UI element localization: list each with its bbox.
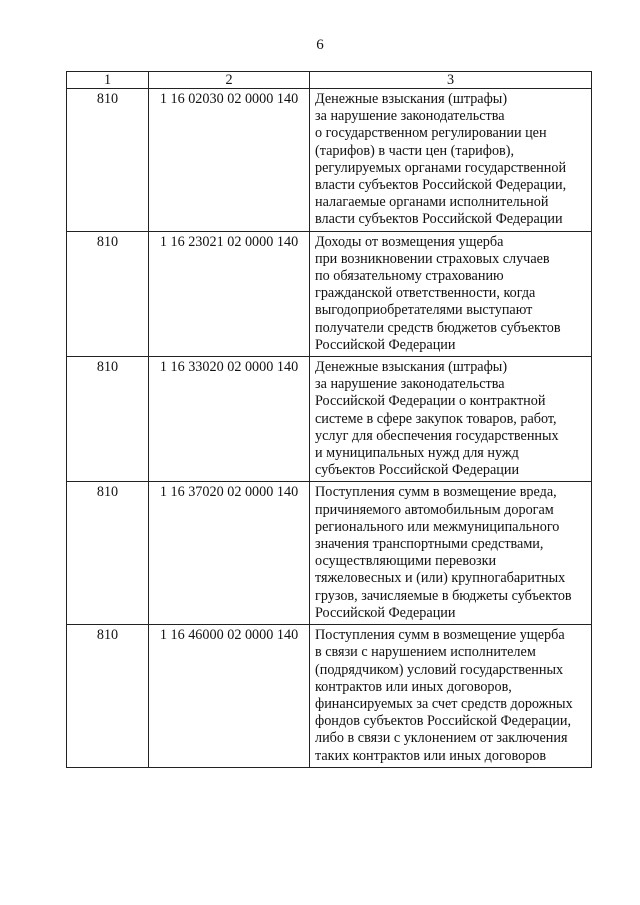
revenue-name-line: Денежные взыскания (штрафы) (315, 359, 508, 376)
admin-code-cell: 810 (67, 357, 149, 482)
admin-code-cell: 810 (67, 89, 149, 232)
revenue-name-line: о государственном регулировании цен (315, 125, 547, 142)
page-number: 6 (316, 37, 324, 53)
revenue-name-line: (тарифов) в части цен (тарифов), (315, 142, 515, 159)
column-header-3: 3 (310, 72, 592, 89)
revenue-name-line: Российской Федерации о контрактной (315, 393, 546, 410)
budget-code-cell: 1 16 33020 02 0000 140 (149, 357, 310, 482)
revenue-name-cell (310, 231, 592, 356)
admin-code-cell: 810 (67, 231, 149, 356)
revenue-name-cell (310, 625, 592, 768)
table-row (67, 89, 592, 232)
revenue-name-cell (310, 357, 592, 482)
budget-code-cell: 1 16 02030 02 0000 140 (149, 89, 310, 232)
revenue-name-line: субъектов Российской Федерации (315, 462, 520, 479)
revenue-name-line: выгодоприобретателями выступают (315, 302, 533, 319)
revenue-name-line: осуществляющими перевозки (315, 553, 497, 570)
revenue-name-line: налагаемые органами исполнительной (315, 194, 549, 211)
revenue-name-line: в связи с нарушением исполнителем (315, 644, 536, 661)
revenue-name-line: контрактов или иных договоров, (315, 678, 512, 695)
revenue-name-line: Доходы от возмещения ущерба (315, 233, 504, 250)
admin-code-cell: 810 (67, 482, 149, 625)
admin-code-cell: 810 (67, 625, 149, 768)
revenue-name-line: (подрядчиком) условий государственных (315, 661, 564, 678)
revenue-name-line: Российской Федерации (315, 604, 456, 621)
budget-revenue-table (66, 71, 592, 768)
revenue-name-line: Поступления сумм в возмещение ущерба (315, 627, 565, 644)
table-row (67, 625, 592, 768)
revenue-name-line: регионального или межмуниципального (315, 518, 560, 535)
revenue-name-line: услуг для обеспечения государственных (315, 427, 559, 444)
revenue-name-line: либо в связи с уклонением от заключения (315, 730, 568, 747)
revenue-name-line: Поступления сумм в возмещение вреда, (315, 484, 557, 501)
revenue-name-line: гражданской ответственности, когда (315, 285, 536, 302)
revenue-name-line: за нарушение законодательства (315, 108, 505, 125)
revenue-name-line: значения транспортными средствами, (315, 536, 544, 553)
table-row (67, 482, 592, 625)
table-body (67, 72, 592, 768)
revenue-name-line: при возникновении страховых случаев (315, 250, 550, 267)
revenue-name-line: причиняемого автомобильным дорогам (315, 501, 554, 518)
revenue-name-line: системе в сфере закупок товаров, работ, (315, 410, 557, 427)
revenue-name-line: по обязательному страхованию (315, 268, 504, 285)
budget-code-cell: 1 16 37020 02 0000 140 (149, 482, 310, 625)
table-row (67, 231, 592, 356)
revenue-name-line: Российской Федерации (315, 336, 456, 353)
revenue-name-line: тяжеловесных и (или) крупногабаритных (315, 570, 566, 587)
revenue-name-line: за нарушение законодательства (315, 376, 505, 393)
revenue-name-line: власти субъектов Российской Федерации (315, 211, 563, 228)
revenue-name-cell (310, 482, 592, 625)
revenue-name-line: власти субъектов Российской Федерации, (315, 177, 567, 194)
table-row (67, 357, 592, 482)
table-header-row (67, 72, 592, 89)
column-header-2: 2 (149, 72, 310, 89)
revenue-name-line: фондов субъектов Российской Федерации, (315, 713, 572, 730)
revenue-name-line: таких контрактов или иных договоров (315, 747, 547, 764)
revenue-name-line: и муниципальных нужд для нужд (315, 445, 519, 462)
budget-code-cell: 1 16 46000 02 0000 140 (149, 625, 310, 768)
revenue-name-line: Денежные взыскания (штрафы) (315, 91, 508, 107)
revenue-name-line: регулируемых органами государственной (315, 159, 567, 176)
revenue-name-line: получатели средств бюджетов субъектов (315, 319, 561, 336)
revenue-name-cell (310, 89, 592, 232)
revenue-name-line: грузов, зачисляемые в бюджеты субъектов (315, 587, 572, 604)
budget-code-cell: 1 16 23021 02 0000 140 (149, 231, 310, 356)
revenue-name-line: финансируемых за счет средств дорожных (315, 695, 573, 712)
column-header-1: 1 (67, 72, 149, 89)
